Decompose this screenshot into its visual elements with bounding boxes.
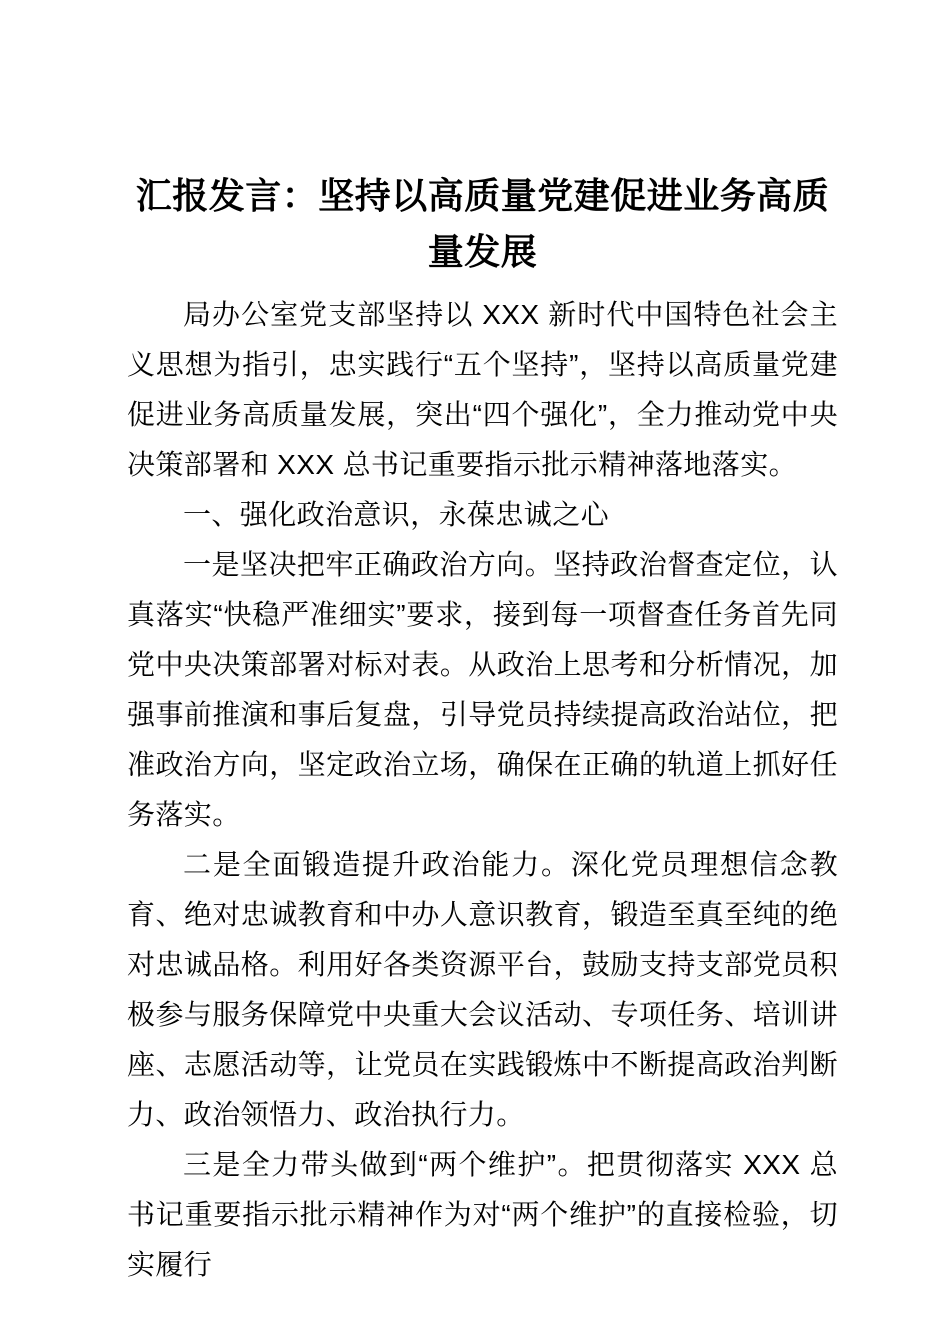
document-title: 汇报发言：坚持以高质量党建促进业务高质量发展	[135, 175, 830, 272]
section-heading-1: 一、强化政治意识，永葆忠诚之心	[183, 499, 610, 530]
paragraph-point-1: 一是坚决把牢正确政治方向。坚持政治督查定位，认真落实“快稳严准细实”要求，接到每一项督查任务首先同党中央决策部署对标对表。从政治上思考和分析情况，加强事前推演和事后复盘，引导党员持续提高政治站位，把准政治方向，坚定政治立场，确保在正确的轨道上抓好任务落实。	[127, 549, 838, 830]
paragraph-intro: 局办公室党支部坚持以 XXX 新时代中国特色社会主义思想为指引，忠实践行“五个坚持”，坚持以高质量党建促进业务高质量发展，突出“四个强化”，全力推动党中央决策部署和 XXX 总书记重要指示批示精神落地落实。	[127, 299, 838, 480]
paragraph-point-3: 三是全力带头做到“两个维护”。把贯彻落实 XXX 总书记重要指示批示精神作为对“两个维护”的直接检验，切实履行	[127, 1149, 838, 1280]
paragraph-point-2: 二是全面锻造提升政治能力。深化党员理想信念教育、绝对忠诚教育和中办人意识教育，锻造至真至纯的绝对忠诚品格。利用好各类资源平台，鼓励支持支部党员积极参与服务保障党中央重大会议活动、专项任务、培训讲座、志愿活动等，让党员在实践锻炼中不断提高政治判断力、政治领悟力、政治执行力。	[127, 849, 838, 1130]
